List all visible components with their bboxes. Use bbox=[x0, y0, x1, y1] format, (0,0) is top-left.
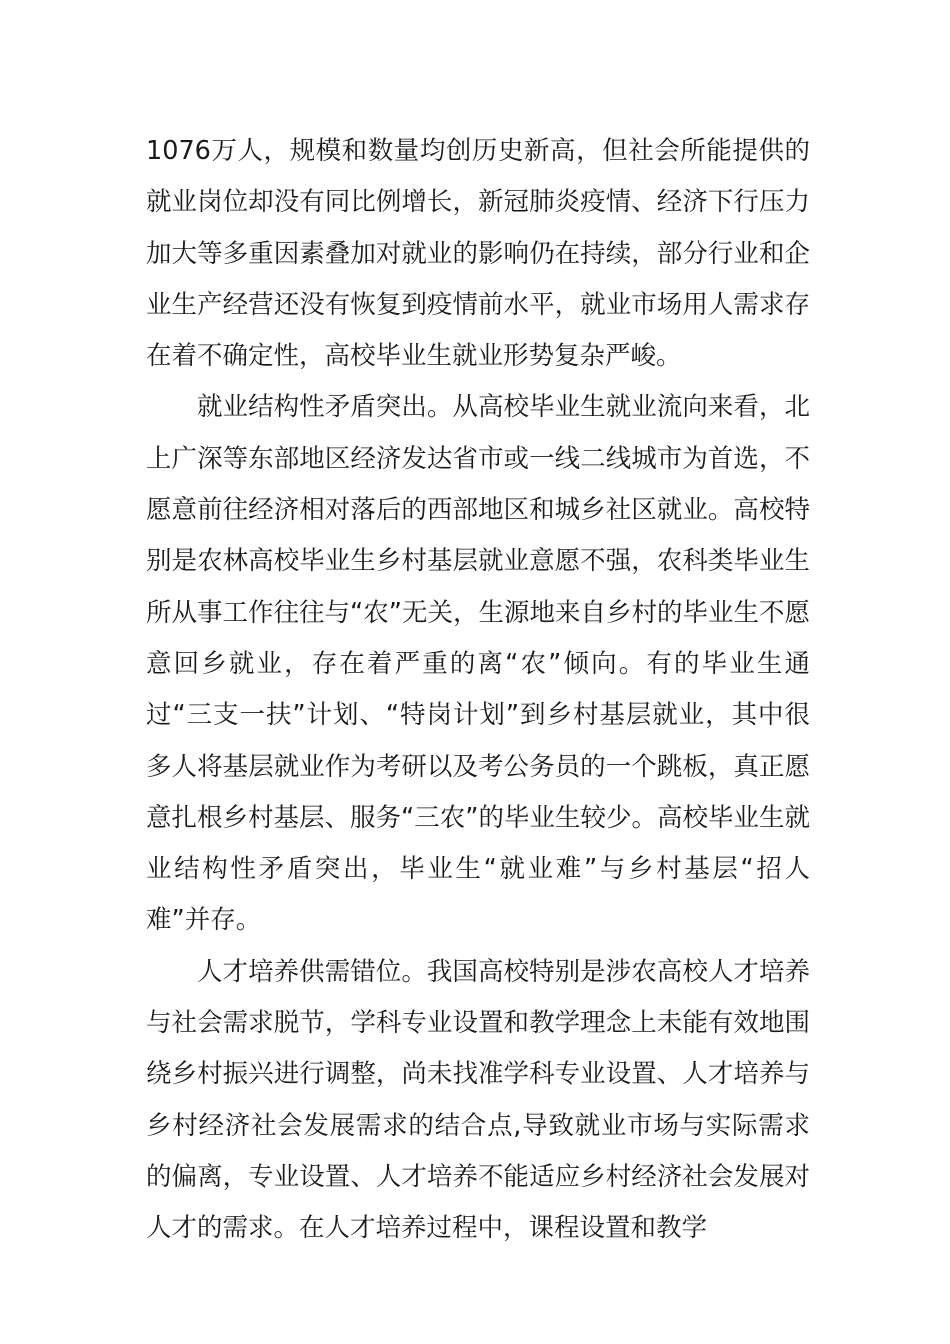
paragraph-structural-contradiction: 就业结构性矛盾突出。从高校毕业生就业流向来看，北上广深等东部地区经济发达省市或一线二线城市为首选，不愿意前往经济相对落后的西部地区和城乡社区就业。高校特别是农林高校毕业生乡村基层就业意愿不强，农科类毕业生所从事工作往往与“农”无关，生源地来自乡村的毕业生不愿意回乡就业，存在着严重的离“农”倾向。有的毕业生通过“三支一扶”计划、“特岗计划”到乡村基层就业，其中很多人将基层就业作为考研以及考公务员的一个跳板，真正愿意扎根乡村基层、服务“三农”的毕业生较少。高校毕业生就业结构性矛盾突出，毕业生“就业难”与乡村基层“招人难”并存。 bbox=[146, 392, 810, 936]
paragraph-talent-mismatch: 人才培养供需错位。我国高校特别是涉农高校人才培养与社会需求脱节，学科专业设置和教学理念上未能有效地围绕乡村振兴进行调整，尚未找准学科专业设置、人才培养与乡村经济社会发展需求的结合点,导致就业市场与实际需求的偏离，专业设置、人才培养不能适应乡村经济社会发展对人才的需求。在人才培养过程中，课程设置和教学 bbox=[146, 956, 810, 1244]
paragraph-employment-situation: 1076万人，规模和数量均创历史新高，但社会所能提供的就业岗位却没有同比例增长，新冠肺炎疫情、经济下行压力加大等多重因素叠加对就业的影响仍在持续，部分行业和企业生产经营还没有恢复到疫情前水平，就业市场用人需求存在着不确定性，高校毕业生就业形势复杂严峻。 bbox=[146, 136, 810, 372]
document-body bbox=[146, 126, 810, 1255]
